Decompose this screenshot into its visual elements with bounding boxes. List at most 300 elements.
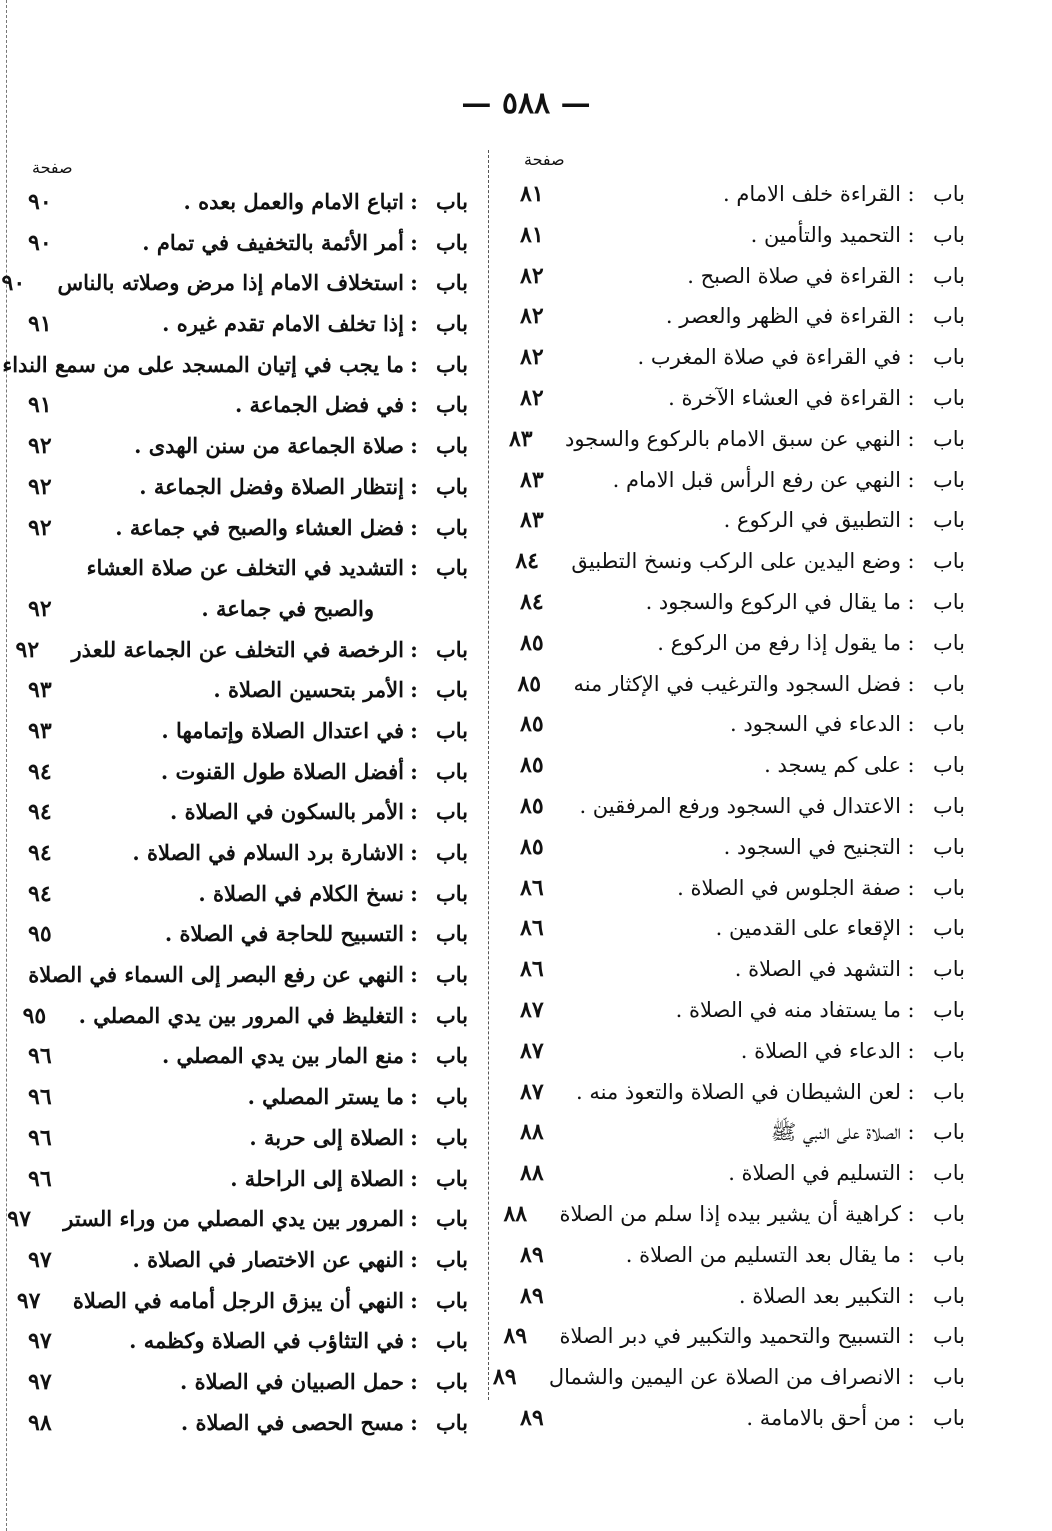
entry-prefix: باب [932, 426, 965, 451]
entry-page-number: ٨٧ [520, 996, 544, 1023]
entry-separator: : [907, 1120, 915, 1145]
entry-page-number: ٩٧ [28, 1368, 52, 1395]
toc-entry [520, 786, 965, 827]
entry-page-number: ٨٦ [520, 956, 544, 983]
entry-separator: : [907, 1405, 915, 1430]
toc-entry [508, 419, 965, 460]
entry-separator: : [907, 875, 915, 900]
entry-title: في اعتدال الصلاة وإتمامها . [161, 717, 404, 743]
toc-entry [520, 1031, 965, 1072]
entry-title: فضل العشاء والصبح في جماعة . [115, 514, 404, 540]
toc-entry [520, 949, 965, 990]
toc-entry [520, 623, 965, 664]
entry-page-number: ٩٤ [28, 799, 52, 826]
entry-page-number: ٩٠ [28, 189, 52, 215]
entry-title: صلاة الجماعة من سنن الهدى . [134, 433, 404, 459]
toc-entry [28, 304, 468, 345]
entry-title: النهي عن رفع الرأس قبل الامام . [612, 467, 901, 492]
entry-separator: : [907, 753, 915, 778]
toc-entry [28, 711, 468, 752]
toc-entry [28, 1321, 468, 1362]
entry-title: نسخ الكلام في الصلاة . [198, 880, 404, 906]
entry-prefix: باب [932, 834, 965, 859]
entry-title: التحميد والتأمين . [750, 222, 901, 247]
entry-separator: : [410, 351, 418, 377]
entry-separator: : [907, 1365, 915, 1390]
entry-title: لعن الشيطان في الصلاة والتعوذ منه . [576, 1079, 901, 1104]
page-edge-line [6, 0, 7, 1531]
toc-entry [520, 1153, 965, 1194]
entry-page-number: ٨١ [520, 181, 544, 207]
toc-entry [28, 914, 468, 955]
toc-entry [520, 174, 965, 215]
entry-prefix: باب [932, 1161, 965, 1186]
entry-prefix: باب [435, 1246, 468, 1272]
entry-prefix: باب [435, 514, 468, 540]
left-entries-list [1, 182, 468, 1443]
page-column-header: صفحة [32, 158, 73, 177]
toc-entry [28, 182, 468, 223]
entry-separator: : [907, 263, 915, 288]
entry-prefix: باب [435, 311, 468, 337]
entry-title: التسليم في الصلاة . [728, 1161, 901, 1186]
entry-prefix: باب [435, 962, 468, 988]
entry-title: ما يقال بعد التسليم من الصلاة . [625, 1242, 901, 1267]
entry-title: التسبيح للحاجة في الصلاة . [164, 921, 404, 947]
entry-prefix: باب [932, 304, 965, 329]
entry-page-number: ٨٣ [508, 425, 533, 452]
toc-entry [520, 582, 965, 623]
entry-separator: : [410, 677, 418, 703]
entry-title: التسبيح والتحميد والتكبير في دبر الصلاة [559, 1324, 901, 1349]
toc-entry [28, 833, 468, 874]
entry-prefix: باب [435, 840, 468, 865]
entry-title: الصلاة إلى حربة . [249, 1124, 404, 1150]
toc-entry [520, 1112, 965, 1153]
entry-prefix: باب [932, 630, 965, 655]
entry-separator: : [410, 758, 418, 784]
entry-page-number: ٩٠ [28, 229, 52, 256]
entry-separator: : [410, 514, 418, 540]
entry-separator: : [410, 880, 418, 906]
entry-prefix: باب [435, 677, 468, 703]
entry-title: القراءة في الظهر والعصر . [665, 304, 901, 329]
entry-title: الدعاء في الصلاة . [740, 1038, 901, 1063]
entry-title: التغليظ في المرور بين يدي المصلي . [78, 1002, 404, 1028]
entry-prefix: باب [932, 1324, 965, 1349]
entry-page-number: ٩٢ [28, 473, 52, 500]
entry-title: الأمر بتحسين الصلاة . [213, 677, 404, 703]
entry-page-number: ٨٧ [520, 1037, 544, 1064]
entry-title: ما يجب في إتيان المسجد على من سمع النداء [2, 351, 404, 377]
toc-entry [520, 868, 965, 909]
toc-entry [16, 1281, 468, 1322]
entry-separator: : [907, 793, 915, 818]
right-column [492, 146, 965, 1439]
entry-prefix: باب [435, 1084, 468, 1110]
toc-entry [520, 256, 965, 297]
entry-title: وضع اليدين على الركب ونسخ التطبيق [571, 549, 901, 574]
entry-title: من أحق بالامامة . [746, 1405, 901, 1430]
toc-entry [520, 990, 965, 1031]
entry-prefix: باب [435, 1124, 468, 1150]
entry-separator: : [907, 385, 915, 410]
entry-title: حمل الصبيان في الصلاة . [179, 1368, 404, 1394]
entry-prefix: باب [932, 508, 965, 533]
entry-title: إنتظار الصلاة وفضل الجماعة . [139, 473, 404, 499]
entry-title: النهي أن يبزق الرجل أمامه في الصلاة [72, 1287, 404, 1313]
toc-entry [28, 874, 468, 915]
entry-page-number: ٨٤ [515, 548, 539, 575]
entry-separator: : [410, 229, 418, 255]
entry-prefix: باب [932, 875, 965, 900]
entry-page-number: ٩٥ [22, 1002, 47, 1029]
entry-separator: : [907, 1079, 915, 1104]
entry-title: إذا تخلف الامام تقدم غيره . [162, 311, 404, 337]
entry-prefix: باب [435, 758, 468, 784]
toc-entry [15, 630, 468, 671]
entry-page-number: ٨٩ [520, 1404, 544, 1431]
toc-entry [28, 1403, 468, 1444]
entry-prefix: باب [932, 957, 965, 982]
entry-page-number: ٨٢ [520, 344, 544, 371]
entry-page-number: ٨٢ [520, 384, 544, 411]
toc-entry [520, 1276, 965, 1317]
entry-title: النهي عن الاختصار في الصلاة . [132, 1246, 404, 1272]
entry-page-number: ٨٥ [520, 752, 544, 779]
entry-title: على كم يسجد . [764, 753, 901, 778]
entry-title: في فضل الجماعة . [234, 392, 404, 418]
entry-title: الإقعاء على القدمين . [715, 916, 901, 941]
entry-separator: : [907, 671, 915, 696]
entry-prefix: باب [435, 1206, 468, 1232]
entry-page-number: ٨١ [520, 221, 544, 248]
entry-page-number: ٩٣ [28, 717, 52, 744]
entry-title: ما يستفاد منه في الصلاة . [675, 997, 901, 1022]
entry-separator: : [410, 1165, 418, 1191]
entry-title: منع المار بين يدي المصلي . [161, 1043, 404, 1069]
entry-page-number: ٨٢ [520, 262, 544, 289]
entry-separator: : [410, 1084, 418, 1110]
entry-prefix: باب [435, 433, 468, 459]
entry-separator: : [410, 392, 418, 418]
entry-page-number: ٩٦ [28, 1043, 52, 1070]
entry-separator: : [907, 1038, 915, 1063]
entry-prefix: باب [932, 712, 965, 737]
entry-separator: : [410, 1287, 418, 1313]
toc-entry [520, 500, 965, 541]
toc-entry [28, 670, 468, 711]
toc-entry [520, 745, 965, 786]
entry-page-number: ٨٦ [520, 874, 544, 901]
toc-entry [28, 1159, 468, 1200]
entry-page-number: ٨٢ [520, 303, 544, 330]
entry-prefix: باب [932, 1079, 965, 1104]
entry-separator: : [907, 589, 915, 614]
entry-title: أمر الأئمة بالتخفيف في تمام . [142, 229, 404, 255]
entry-title: الرخصة في التخلف عن الجماعة للعذر [71, 636, 404, 662]
entry-page-number: ٩٤ [28, 758, 52, 785]
entry-page-number: ٩١ [28, 392, 52, 419]
entry-prefix: باب [932, 1120, 965, 1145]
entry-page-number: ٨٣ [520, 466, 544, 493]
entry-separator: : [410, 1002, 418, 1028]
entry-title: القراءة في العشاء الآخرة . [668, 385, 901, 410]
entry-prefix: باب [932, 263, 965, 288]
entry-prefix: باب [435, 392, 468, 418]
entry-page-number: ٨٣ [520, 507, 544, 534]
entry-separator: : [410, 270, 418, 296]
entry-title: الاشارة برد السلام في الصلاة . [132, 840, 404, 865]
entry-page-number: ٨٨ [520, 1160, 544, 1187]
entry-prefix: باب [932, 467, 965, 492]
toc-entry [520, 460, 965, 501]
entry-prefix: باب [932, 1038, 965, 1063]
entry-separator: : [907, 182, 915, 206]
entry-prefix: باب [932, 549, 965, 574]
entry-separator: : [410, 717, 418, 743]
entry-page-number: ٩٢ [15, 636, 40, 663]
toc-entry [520, 1235, 965, 1276]
toc-entry [28, 223, 468, 264]
entry-separator: : [907, 630, 915, 655]
entry-prefix: باب [435, 1328, 468, 1354]
entry-separator: : [410, 1409, 418, 1435]
entry-separator: : [410, 1328, 418, 1354]
toc-entry [28, 1118, 468, 1159]
toc-entry [28, 548, 468, 589]
entry-separator: : [410, 840, 418, 865]
entry-title: استخلاف الامام إذا مرض وصلاته بالناس [57, 270, 404, 296]
entry-page-number [0, 345, 2, 386]
entry-separator: : [907, 345, 915, 370]
entry-page-number: ٩٦ [28, 1124, 52, 1151]
entry-prefix: باب [932, 916, 965, 941]
entry-separator: : [907, 1324, 915, 1349]
entry-prefix: باب [932, 1405, 965, 1430]
entry-page-number: ٩٦ [28, 1084, 52, 1111]
entry-separator: : [410, 1124, 418, 1150]
entry-prefix: باب [435, 1043, 468, 1069]
entry-prefix: باب [435, 189, 468, 214]
entry-prefix: باب [932, 589, 965, 614]
entry-page-number: ٨٧ [520, 1078, 544, 1105]
entry-title: الدعاء في السجود . [729, 712, 901, 737]
entry-title: كراهية أن يشير بيده إذا سلم من الصلاة [559, 1201, 901, 1226]
entry-separator: : [907, 222, 915, 247]
toc-entry [503, 1316, 965, 1357]
page-number: — ٥٨٨ — [461, 86, 591, 121]
entry-separator: : [410, 555, 418, 581]
entry-separator: : [410, 1368, 418, 1394]
entry-separator: : [410, 189, 418, 214]
entry-separator: : [410, 1246, 418, 1272]
toc-entry [28, 426, 468, 467]
entry-separator: : [907, 549, 915, 574]
entry-page-number: ٩٢ [28, 433, 52, 460]
entry-separator: : [410, 636, 418, 662]
left-column [1, 154, 468, 1443]
entry-title: الأمر بالسكون في الصلاة . [170, 799, 404, 825]
entry-prefix: باب [932, 753, 965, 778]
entry-prefix: باب [435, 1002, 468, 1028]
entry-prefix: باب [435, 1165, 468, 1191]
entry-page-number: ٩٤ [28, 840, 52, 866]
entry-page-number: ٩٠ [1, 270, 26, 297]
entry-title: التكبير بعد الصلاة . [738, 1283, 901, 1308]
entry-prefix: باب [932, 671, 965, 696]
toc-entry [515, 541, 965, 582]
entry-prefix: باب [932, 1242, 965, 1267]
entry-separator: : [907, 712, 915, 737]
entry-prefix: باب [435, 1287, 468, 1313]
entry-separator: : [410, 962, 418, 988]
entry-title: في التثاؤب في الصلاة وكظمه . [129, 1328, 404, 1354]
entry-prefix: باب [435, 717, 468, 743]
entry-title: الصلاة إلى الراحلة . [230, 1165, 404, 1191]
entry-page-number: ٩٧ [16, 1287, 41, 1314]
entry-title: اتباع الامام والعمل بعده . [183, 189, 404, 214]
entry-page-number: ٨٥ [520, 629, 544, 656]
toc-entry [520, 1398, 965, 1439]
toc-entry [28, 1036, 468, 1077]
entry-separator: : [410, 433, 418, 459]
entry-title: ما يستر المصلي . [247, 1084, 404, 1110]
entry-separator: : [907, 957, 915, 982]
entry-page-number: ٨٥ [517, 670, 542, 697]
toc-entry [520, 215, 965, 256]
entry-prefix: باب [435, 799, 468, 825]
toc-entry [520, 704, 965, 745]
entry-page-number: ٩٧ [28, 1246, 52, 1273]
toc-entry [2, 345, 468, 386]
entry-page-number [0, 955, 28, 996]
entry-title: التشهد في الصلاة . [734, 957, 901, 982]
entry-title: القراءة خلف الامام . [723, 182, 901, 206]
entry-prefix: باب [932, 345, 965, 370]
entry-title: والصبح في جماعة . [201, 595, 374, 621]
column-divider [488, 150, 489, 1400]
toc-entry [28, 508, 468, 549]
entry-page-number: ٨٥ [520, 792, 544, 819]
entry-title: الصلاة على النبي ﷺ [770, 1120, 901, 1145]
entry-title: فضل السجود والترغيب في الإكثار منه [573, 671, 901, 696]
toc-entry [520, 1072, 965, 1113]
entry-prefix: باب [932, 182, 965, 206]
entry-prefix: باب [435, 555, 468, 581]
entry-separator: : [907, 1201, 915, 1226]
entry-page-number: ٩٦ [28, 1165, 52, 1192]
entry-page-number: ٩٢ [28, 595, 52, 622]
toc-entry [28, 385, 468, 426]
entry-prefix: باب [932, 1201, 965, 1226]
entry-separator: : [907, 304, 915, 329]
entry-title: مسح الحصى في الصلاة . [180, 1409, 404, 1435]
entry-prefix: باب [435, 351, 468, 377]
entry-page-number: ٩٧ [28, 1328, 52, 1355]
entry-separator: : [410, 799, 418, 825]
entry-prefix: باب [435, 1368, 468, 1394]
entry-page-number: ٨٤ [520, 588, 544, 615]
entry-page-number: ٨٥ [520, 711, 544, 738]
entry-separator: : [907, 1283, 915, 1308]
entry-page-number: ٩٧ [7, 1206, 31, 1233]
entry-title: صفة الجلوس في الصلاة . [677, 875, 901, 900]
entry-page-number: ٨٩ [520, 1282, 544, 1309]
entry-prefix: باب [932, 1365, 965, 1390]
entry-separator: : [907, 834, 915, 859]
entry-separator: : [410, 921, 418, 947]
entry-page-number: ٨٩ [492, 1364, 517, 1391]
page-column-header: صفحة [524, 150, 565, 169]
toc-entry [520, 337, 965, 378]
entry-page-number: ٩٢ [28, 514, 52, 541]
entry-separator: : [410, 1206, 418, 1232]
entry-prefix: باب [435, 473, 468, 499]
toc-entry [28, 955, 468, 996]
entry-page-number: ٨٨ [520, 1119, 544, 1146]
toc-entry [520, 378, 965, 419]
entry-title: ما يقول إذا رفع من الركوع . [657, 630, 901, 655]
entry-separator: : [907, 508, 915, 533]
entry-page-number: ٨٩ [503, 1323, 528, 1350]
entry-prefix: باب [932, 1283, 965, 1308]
entry-page-number: ٩١ [28, 311, 52, 338]
entry-separator: : [410, 311, 418, 337]
entry-page-number: ٩٨ [28, 1409, 52, 1436]
toc-entry [503, 1194, 965, 1235]
toc-entry [520, 908, 965, 949]
entry-prefix: باب [435, 229, 468, 255]
toc-entry [520, 827, 965, 868]
toc-entry [28, 467, 468, 508]
entry-page-number: ٩٥ [28, 921, 52, 948]
entry-title: النهي عن رفع البصر إلى السماء في الصلاة [28, 962, 404, 988]
entry-title: الانصراف من الصلاة عن اليمين والشمال [548, 1365, 901, 1390]
entry-prefix: باب [932, 222, 965, 247]
entry-prefix: باب [932, 793, 965, 818]
entry-title: النهي عن سبق الامام بالركوع والسجود [564, 426, 901, 451]
right-entries-list [492, 174, 965, 1439]
entry-prefix: باب [932, 385, 965, 410]
entry-prefix: باب [435, 880, 468, 906]
entry-title: التشديد في التخلف عن صلاة العشاء [86, 555, 404, 581]
entry-prefix: باب [435, 921, 468, 947]
entry-separator: : [410, 1043, 418, 1069]
toc-entry [22, 996, 468, 1037]
entry-separator: : [907, 916, 915, 941]
entry-title: الاعتدال في السجود ورفع المرفقين . [579, 793, 901, 818]
entry-title: ما يقال في الركوع والسجود . [645, 589, 901, 614]
entry-prefix: باب [435, 636, 468, 662]
entry-title: القراءة في صلاة الصبح . [687, 263, 901, 288]
toc-entry [517, 664, 965, 705]
entry-page-number: ٨٩ [520, 1241, 544, 1268]
toc-entry [28, 792, 468, 833]
entry-page-number: ٨٦ [520, 915, 544, 942]
entry-separator: : [907, 1161, 915, 1186]
entry-title: أفضل الصلاة طول القنوت . [160, 758, 404, 784]
entry-separator: : [410, 473, 418, 499]
toc-entry [28, 1362, 468, 1403]
entry-title: التجنيح في السجود . [723, 834, 901, 859]
entry-page-number: ٩٣ [28, 677, 52, 704]
entry-prefix: باب [932, 997, 965, 1022]
toc-entry [28, 1240, 468, 1281]
toc-entry [28, 752, 468, 793]
toc-entry [28, 1077, 468, 1118]
toc-entry [520, 296, 965, 337]
